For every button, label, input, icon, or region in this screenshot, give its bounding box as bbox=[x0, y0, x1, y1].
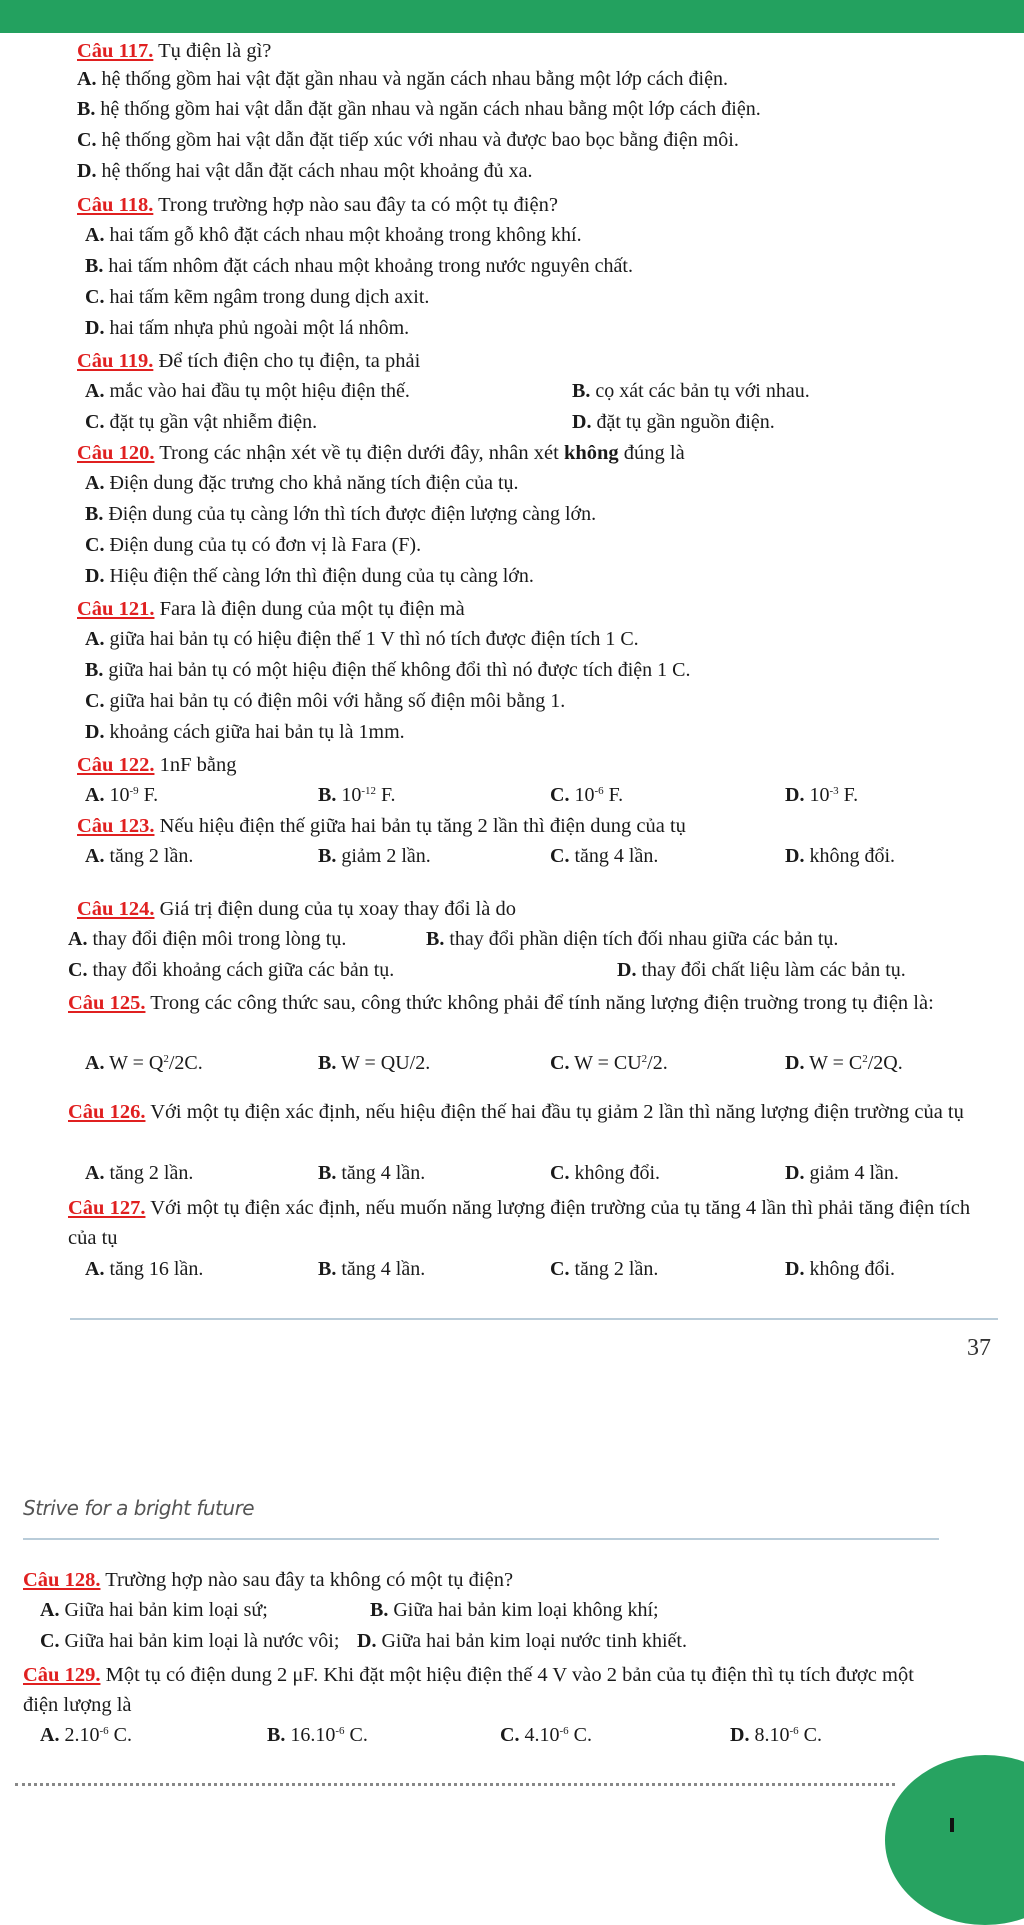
question-120 bbox=[77, 440, 1004, 467]
option-a[interactable]: A. tăng 2 lần. bbox=[85, 845, 194, 867]
question-126 bbox=[68, 1097, 1002, 1127]
header-rule bbox=[23, 1538, 939, 1540]
question-text: Trong các công thức sau, công thức không phải để tính năng lượng điện truờng trong tụ điện là: bbox=[145, 992, 934, 1014]
option-c[interactable]: C. Giữa hai bản kim loại là nước vôi; bbox=[40, 1630, 340, 1652]
option-d[interactable]: D. $W = C^2/2Q$. bbox=[785, 1052, 903, 1074]
question-text: Trường hợp nào sau đây ta không có một tụ điện? bbox=[100, 1569, 514, 1591]
question-117 bbox=[77, 38, 1004, 65]
option-c[interactable]: C. đặt tụ gần vật nhiễm điện. bbox=[85, 411, 318, 433]
question-124 bbox=[77, 896, 1004, 923]
option-d[interactable]: D. đặt tụ gần nguồn điện. bbox=[572, 411, 775, 433]
option-a[interactable]: A. $10^{-9}$ F. bbox=[85, 784, 159, 806]
option-d[interactable]: D. $8.10^{-6}$ C. bbox=[730, 1724, 822, 1746]
question-text: Trong các nhận xét về tụ điện dưới đây, nhân xét bbox=[154, 442, 564, 464]
option-c[interactable]: C. $W = CU^2/2$. bbox=[550, 1052, 668, 1074]
question-text: Trong trường hợp nào sau đây ta có một tụ điện? bbox=[153, 194, 558, 216]
question-label: Câu 118. bbox=[77, 194, 154, 216]
option-b[interactable]: B. W = QU/2. bbox=[318, 1052, 431, 1074]
option-a[interactable]: A. mắc vào hai đầu tụ một hiệu điện thế. bbox=[85, 380, 410, 402]
option-a[interactable]: A. hai tấm gỗ khô đặt cách nhau một khoảng trong không khí. bbox=[85, 224, 582, 246]
option-c[interactable]: C. Điện dung của tụ có đơn vị là Fara (F). bbox=[85, 534, 422, 556]
option-c[interactable]: C. tăng 4 lần. bbox=[550, 845, 659, 867]
option-a[interactable]: A. Giữa hai bản kim loại sứ; bbox=[40, 1599, 268, 1621]
question-label: Câu 117. bbox=[77, 40, 154, 62]
option-b[interactable]: B. thay đổi phần diện tích đối nhau giữa các bản tụ. bbox=[426, 928, 839, 950]
option-d[interactable]: D. không đổi. bbox=[785, 1258, 896, 1280]
option-b[interactable]: B. $16.10^{-6}$ C. bbox=[267, 1724, 368, 1746]
question-label: Câu 123. bbox=[77, 815, 155, 837]
question-128 bbox=[23, 1567, 1004, 1594]
option-c[interactable]: C. không đổi. bbox=[550, 1162, 661, 1184]
option-b[interactable]: B. cọ xát các bản tụ với nhau. bbox=[572, 380, 810, 402]
question-121 bbox=[77, 596, 1004, 623]
option-d[interactable]: D. thay đổi chất liệu làm các bản tụ. bbox=[617, 959, 906, 981]
question-label: Câu 124. bbox=[77, 898, 155, 920]
question-125 bbox=[68, 988, 1002, 1018]
question-label: Câu 122. bbox=[77, 754, 155, 776]
option-b[interactable]: B. giữa hai bản tụ có một hiệu điện thế không đổi thì nó được tích điện 1 C. bbox=[85, 659, 691, 681]
option-b[interactable]: B. tăng 4 lần. bbox=[318, 1258, 426, 1280]
page-bottom-rule bbox=[70, 1318, 998, 1320]
option-a[interactable]: A. thay đổi điện môi trong lòng tụ. bbox=[68, 928, 347, 950]
question-label: Câu 120. bbox=[77, 442, 155, 464]
option-b[interactable]: B. hệ thống gồm hai vật dẫn đặt gần nhau và ngăn cách nhau bằng một lớp cách điện. bbox=[77, 98, 761, 120]
option-b[interactable]: B. tăng 4 lần. bbox=[318, 1162, 426, 1184]
option-d[interactable]: D. Giữa hai bản kim loại nước tinh khiết. bbox=[357, 1630, 687, 1652]
option-c[interactable]: C. $4.10^{-6}$ C. bbox=[500, 1724, 592, 1746]
question-127 bbox=[68, 1193, 1002, 1253]
option-c[interactable]: C. hệ thống gồm hai vật dẫn đặt tiếp xúc với nhau và được bao bọc bằng điện môi. bbox=[77, 129, 739, 151]
question-text: Fara là điện dung của một tụ điện mà bbox=[154, 598, 465, 620]
question-text: Giá trị điện dung của tụ xoay thay đổi là do bbox=[154, 898, 516, 920]
question-label: Câu 125. bbox=[68, 992, 146, 1014]
option-d[interactable]: D. giảm 4 lần. bbox=[785, 1162, 899, 1184]
option-b[interactable]: B. Điện dung của tụ càng lớn thì tích được điện lượng càng lớn. bbox=[85, 503, 597, 525]
option-d[interactable]: D. hai tấm nhựa phủ ngoài một lá nhôm. bbox=[85, 317, 410, 339]
question-122 bbox=[77, 752, 1004, 779]
option-c[interactable]: C. tăng 2 lần. bbox=[550, 1258, 659, 1280]
question-text: 1nF bằng bbox=[154, 754, 237, 776]
footer-motto: Strive for a bright future bbox=[23, 1496, 255, 1520]
question-text: Với một tụ điện xác định, nếu muốn năng lượng điện trường của tụ tăng 4 lần thì phải tăng điện tích của tụ bbox=[68, 1197, 971, 1249]
option-c[interactable]: C. giữa hai bản tụ có điện môi với hằng số điện môi bằng 1. bbox=[85, 690, 566, 712]
option-a[interactable]: A. $W = Q^2/2C$. bbox=[85, 1052, 203, 1074]
question-119 bbox=[77, 348, 1004, 375]
floating-action-button[interactable] bbox=[885, 1755, 1024, 1925]
option-d[interactable]: D. khoảng cách giữa hai bản tụ là 1mm. bbox=[85, 721, 405, 743]
option-d[interactable]: D. Hiệu điện thế càng lớn thì điện dung của tụ càng lớn. bbox=[85, 565, 534, 587]
question-label: Câu 127. bbox=[68, 1197, 146, 1219]
option-a[interactable]: A. $2.10^{-6}$ C. bbox=[40, 1724, 132, 1746]
option-b[interactable]: B. $10^{-12}$ F. bbox=[318, 784, 396, 806]
option-b[interactable]: B. giảm 2 lần. bbox=[318, 845, 431, 867]
option-a[interactable]: A. tăng 2 lần. bbox=[85, 1162, 194, 1184]
question-label: Câu 126. bbox=[68, 1101, 146, 1123]
question-text: Với một tụ điện xác định, nếu hiệu điện thế hai đầu tụ giảm 2 lần thì năng lượng điện trường của tụ bbox=[145, 1101, 964, 1123]
question-label: Câu 129. bbox=[23, 1664, 101, 1686]
option-c[interactable]: C. thay đổi khoảng cách giữa các bản tụ. bbox=[68, 959, 395, 981]
question-text: Để tích điện cho tụ điện, ta phải bbox=[153, 350, 421, 372]
option-a[interactable]: A. tăng 16 lần. bbox=[85, 1258, 204, 1280]
option-d[interactable]: D. hệ thống hai vật dẫn đặt cách nhau một khoảng đủ xa. bbox=[77, 160, 533, 182]
question-label: Câu 128. bbox=[23, 1569, 101, 1591]
question-label: Câu 121. bbox=[77, 598, 155, 620]
emphasis-text: không bbox=[563, 442, 619, 464]
option-c[interactable]: C. $10^{-6}$ F. bbox=[550, 784, 624, 806]
top-green-bar bbox=[0, 0, 1024, 33]
option-b[interactable]: B. Giữa hai bản kim loại không khí; bbox=[370, 1599, 659, 1621]
option-a[interactable]: A. giữa hai bản tụ có hiệu điện thế 1 V thì nó tích được điện tích 1 C. bbox=[85, 628, 639, 650]
question-text: Một tụ có điện dung 2 μF. Khi đặt một hiệu điện thế 4 V vào 2 bản của tụ điện thì tụ tích được một điện lượng là bbox=[23, 1664, 914, 1716]
option-a[interactable]: A. Điện dung đặc trưng cho khả năng tích điện của tụ. bbox=[85, 472, 519, 494]
question-text-end: đúng là bbox=[618, 442, 685, 464]
page-number: 37 bbox=[967, 1335, 991, 1361]
question-text: Tụ điện là gì? bbox=[153, 40, 272, 62]
question-129 bbox=[23, 1660, 924, 1720]
option-b[interactable]: B. hai tấm nhôm đặt cách nhau một khoảng trong nước nguyên chất. bbox=[85, 255, 633, 277]
question-text: Nếu hiệu điện thế giữa hai bản tụ tăng 2 lần thì điện dung của tụ bbox=[154, 815, 686, 837]
option-a[interactable]: A. hệ thống gồm hai vật đặt gần nhau và ngăn cách nhau bằng một lớp cách điện. bbox=[77, 68, 728, 90]
question-118 bbox=[77, 192, 1004, 219]
option-d[interactable]: D. $10^{-3}$ F. bbox=[785, 784, 859, 806]
dotted-separator bbox=[15, 1783, 895, 1786]
question-label: Câu 119. bbox=[77, 350, 154, 372]
option-c[interactable]: C. hai tấm kẽm ngâm trong dung dịch axit. bbox=[85, 286, 430, 308]
question-123 bbox=[77, 813, 1004, 840]
option-d[interactable]: D. không đổi. bbox=[785, 845, 896, 867]
